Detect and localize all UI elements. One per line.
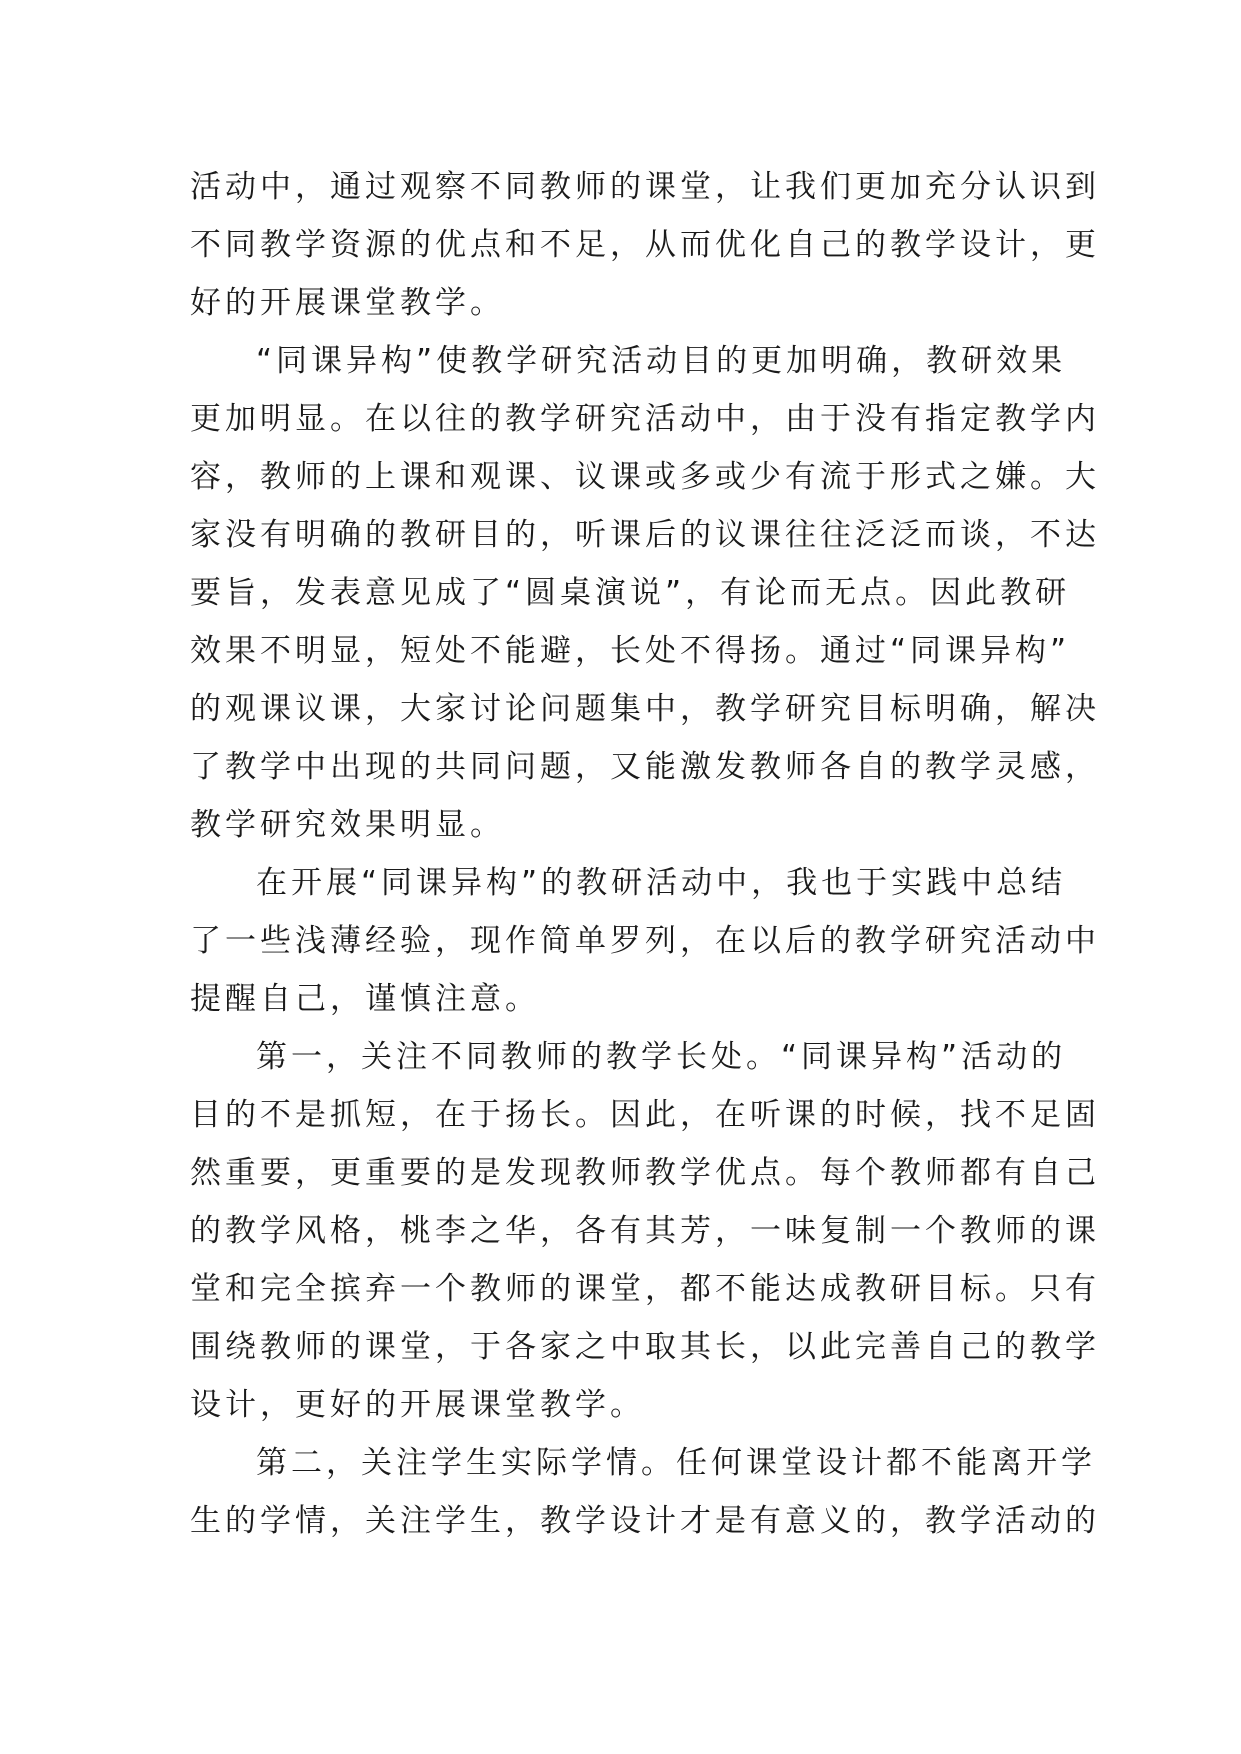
text-line: 堂和完全摈弃一个教师的课堂，都不能达成教研目标。只有 [190, 1271, 1100, 1307]
text-line: “同课异构”使教学研究活动目的更加明确，教研效果 [256, 343, 1067, 379]
text-line: 的教学风格，桃李之华，各有其芳，一味复制一个教师的课 [190, 1213, 1100, 1249]
text-line: 了教学中出现的共同问题，又能激发教师各自的教学灵感， [190, 749, 1100, 785]
paragraph-2 [190, 332, 1100, 854]
paragraph-4 [190, 1028, 1100, 1434]
paragraph-5 [190, 1434, 1100, 1550]
text-line: 第二，关注学生实际学情。任何课堂设计都不能离开学 [256, 1445, 1096, 1481]
text-line: 然重要，更重要的是发现教师教学优点。每个教师都有自己 [190, 1155, 1100, 1191]
text-line: 家没有明确的教研目的，听课后的议课往往泛泛而谈，不达 [190, 517, 1100, 553]
text-line: 容，教师的上课和观课、议课或多或少有流于形式之嫌。大 [190, 459, 1100, 495]
text-line: 提醒自己，谨慎注意。 [190, 981, 540, 1017]
paragraph-1 [190, 158, 1100, 332]
text-line: 效果不明显，短处不能避，长处不得扬。通过“同课异构” [190, 633, 1071, 669]
text-line: 设计，更好的开展课堂教学。 [190, 1387, 645, 1423]
text-line: 目的不是抓短，在于扬长。因此，在听课的时候，找不足固 [190, 1097, 1100, 1133]
text-line: 好的开展课堂教学。 [190, 285, 505, 321]
text-line: 生的学情，关注学生，教学设计才是有意义的，教学活动的 [190, 1503, 1100, 1539]
text-line: 围绕教师的课堂，于各家之中取其长，以此完善自己的教学 [190, 1329, 1100, 1365]
paragraph-3 [190, 854, 1100, 1028]
text-line: 第一，关注不同教师的教学长处。“同课异构”活动的 [256, 1039, 1067, 1075]
text-line: 了一些浅薄经验，现作简单罗列，在以后的教学研究活动中 [190, 923, 1100, 959]
text-line: 的观课议课，大家讨论问题集中，教学研究目标明确，解决 [190, 691, 1100, 727]
text-line: 在开展“同课异构”的教研活动中，我也于实践中总结 [256, 865, 1067, 901]
body-text [190, 158, 1100, 1550]
text-line: 要旨，发表意见成了“圆桌演说”，有论而无点。因此教研 [190, 575, 1071, 611]
text-line: 教学研究效果明显。 [190, 807, 505, 843]
text-line: 不同教学资源的优点和不足，从而优化自己的教学设计，更 [190, 227, 1100, 263]
text-line: 活动中，通过观察不同教师的课堂，让我们更加充分认识到 [190, 169, 1100, 205]
text-line: 更加明显。在以往的教学研究活动中，由于没有指定教学内 [190, 401, 1100, 437]
